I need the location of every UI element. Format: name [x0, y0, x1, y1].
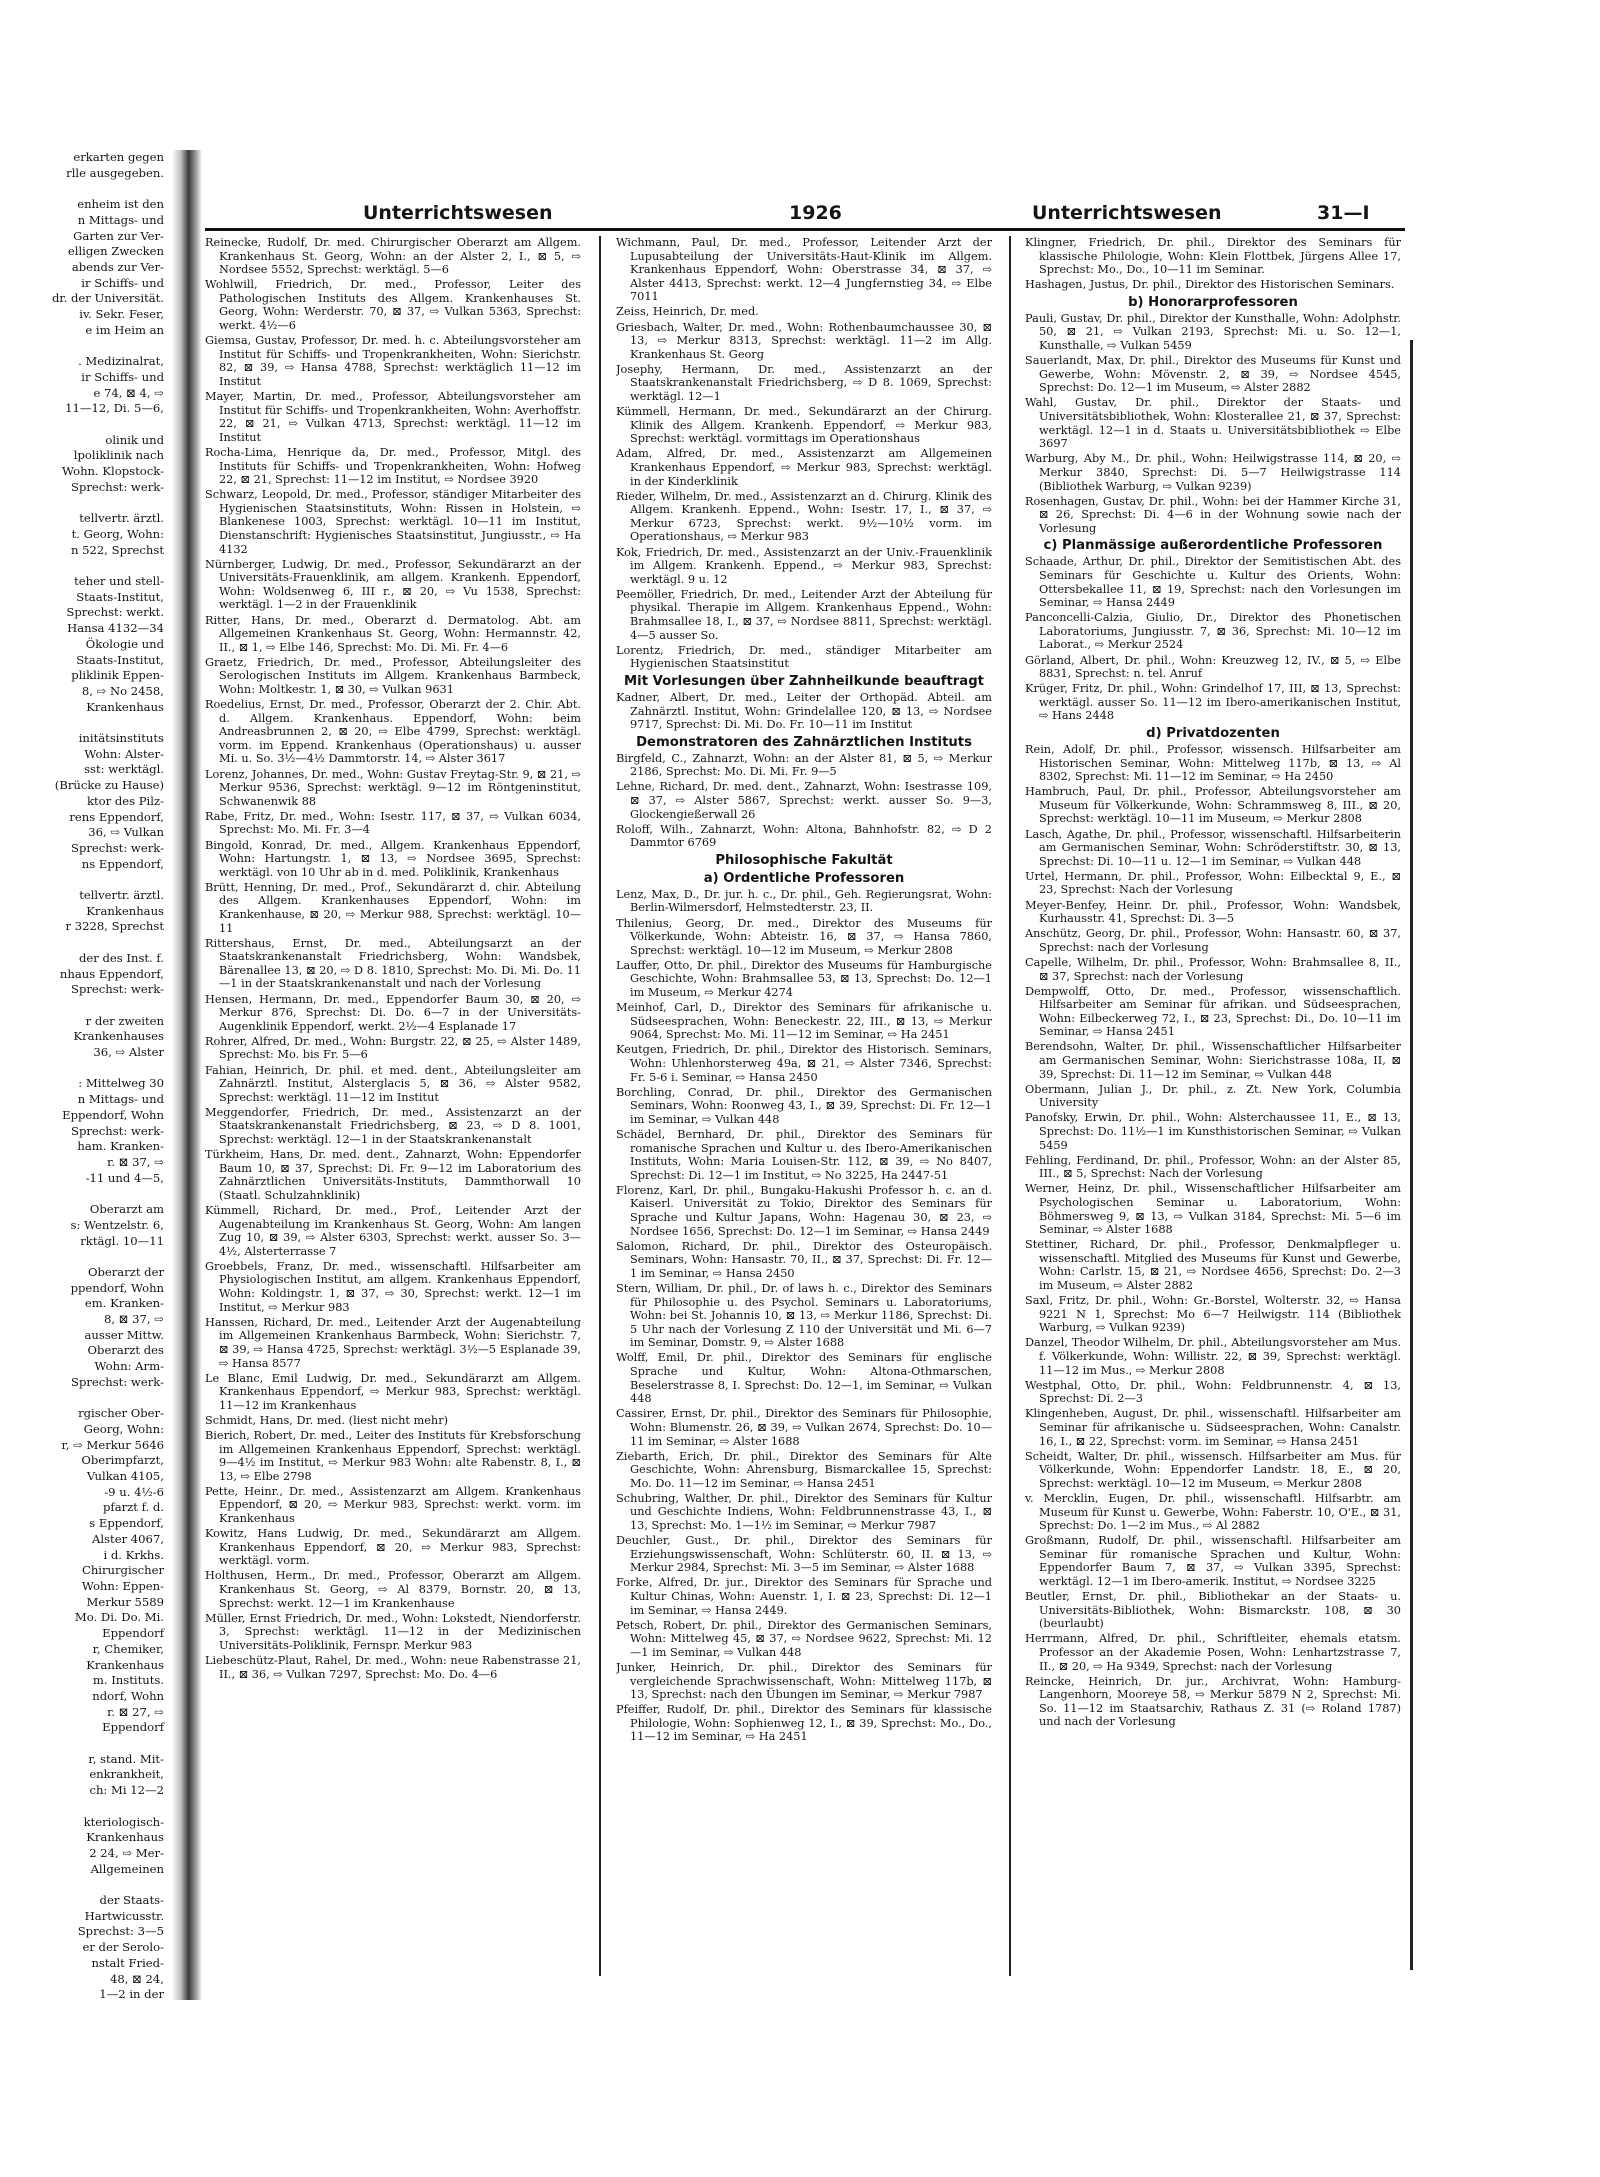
directory-entry: Adam, Alfred, Dr. med., Assistenzarzt am Allgemeinen Krankenhaus Eppendorf, ⇨ Merkur 983, Sprechst: werktägl. in der Kinderklinik [616, 447, 992, 488]
fragment-line: e 74, ⊠ 4, ⇨ [93, 385, 164, 400]
fragment-line: iv. Sekr. Feser, [79, 307, 164, 322]
header-rule [205, 228, 1405, 231]
fragment-line: Hansa 4132—34 [67, 621, 164, 636]
fragment-line: pliklinik Eppen- [71, 668, 164, 683]
fragment-line: Staats-Institut, [76, 652, 164, 667]
directory-entry: Florenz, Karl, Dr. phil., Bungaku-Hakushi Professor h. c. an d. Kaiserl. Universität zu Tokio, Direktor des Seminars für Sprache und Kultur Japans, Wohn: Hagenau 30, ⊠ 23, ⇨ Nordsee 1656, Sprechst: Do. 12—1 im Seminar, ⇨ Hansa 2449 [616, 1183, 992, 1238]
fragment-line: der des Inst. f. [78, 950, 164, 965]
fragment-line: Krankenhaus [86, 1657, 164, 1672]
fragment-line [0, 1877, 170, 1893]
fragment-line [0, 1799, 170, 1815]
directory-entry: Ziebarth, Erich, Dr. phil., Direktor des Seminars für Alte Geschichte, Wohn: Ahrensburg, Bismarckallee 15, Sprechst: Mo. Do. 11—12 im Seminar, ⇨ Hansa 2451 [616, 1449, 992, 1490]
fragment-line: Krankenhauses [73, 1029, 164, 1044]
directory-entry: Junker, Heinrich, Dr. phil., Direktor des Seminars für vergleichende Sprachwissenschaft, Wohn: Mittelweg 117b, ⊠ 13, Sprechst: nach den Übungen im Seminar, ⇨ Merkur 7987 [616, 1661, 992, 1702]
section-heading: a) Ordentliche Professoren [703, 870, 905, 886]
fragment-line: Krankenhaus [86, 699, 164, 714]
fragment-line: r, Chemiker, [92, 1641, 164, 1656]
fragment-line: Sprechst: werk- [71, 479, 164, 494]
directory-entry: Graetz, Friedrich, Dr. med., Professor, Abteilungsleiter des Serologischen Instituts im Allgem. Krankenhaus Barmbeck, Wohn: Moltkestr. 1, ⊠ 30, ⇨ Vulkan 9631 [205, 655, 581, 696]
directory-entry: Deuchler, Gust., Dr. phil., Direktor des Seminars für Erziehungswissenschaft, Wohn: Schlüterstr. 60, II. ⊠ 13, ⇨ Merkur 2984, Sprechst: Mi. 3—5 im Seminar, ⇨ Alster 1688 [616, 1534, 992, 1575]
fragment-line: nstalt Fried- [91, 1955, 164, 1970]
directory-entry: Hanssen, Richard, Dr. med., Leitender Arzt der Augenabteilung im Allgemeinen Krankenhaus Barmbeck, Wohn: Sierichstr. 7, ⊠ 39, ⇨ Hansa 4725, Sprechst: werktägl. 3½—5 Esplanade 39, ⇨ Hansa 8577 [205, 1315, 581, 1370]
fragment-line: Oberarzt der [87, 1264, 164, 1279]
directory-entry: Liebeschütz-Plaut, Rahel, Dr. med., Wohn: neue Rabenstrasse 21, II., ⊠ 36, ⇨ Vulkan 7297, Sprechst: Mo. Do. 4—6 [205, 1653, 581, 1681]
fragment-line: ndorf, Wohn [92, 1688, 164, 1703]
directory-entry: Panconcelli-Calzia, Giulio, Dr., Direktor des Phonetischen Laboratoriums, Jungiusstr. 7, ⊠ 36, Sprechst: Mi. 10—12 im Laborat., ⇨ Merkur 2524 [1025, 611, 1401, 652]
directory-entry: Wohlwill, Friedrich, Dr. med., Professor, Leiter des Pathologischen Instituts des Allgem. Krankenhauses St. Georg, Wohn: Werderstr. 70, ⊠ 37, ⇨ Vulkan 5363, Sprechst: werkt. 4½—6 [205, 278, 581, 333]
directory-entry: Scheidt, Walter, Dr. phil., wissensch. Hilfsarbeiter am Mus. für Völkerkunde, Wohn: Eppendorfer Landstr. 18, E., ⊠ 20, Sprechst: werktägl. 10—12 im Museum, ⇨ Merkur 2808 [1025, 1449, 1401, 1490]
fragment-line: teher und stell- [74, 573, 164, 588]
fragment-line: Sprechst: werk- [71, 1374, 164, 1389]
fragment-line [0, 998, 170, 1014]
fragment-line: rktägl. 10—11 [80, 1233, 164, 1248]
directory-page [205, 200, 1405, 2050]
directory-entry: Meyer-Benfey, Heinr. Dr. phil., Professor, Wohn: Wandsbek, Kurhausstr. 41, Sprechst: Di. 3—5 [1025, 898, 1401, 926]
directory-entry: Beutler, Ernst, Dr. phil., Bibliothekar an der Staats- u. Universitäts-Bibliothek, Wohn: Bismarckstr. 108, ⊠ 30 (beurlaubt) [1025, 1590, 1401, 1631]
column-3 [1025, 236, 1401, 2016]
fragment-line: der Staats- [99, 1893, 164, 1908]
fragment-line: Eppendorf, Wohn [62, 1107, 164, 1122]
directory-entry: Hashagen, Justus, Dr. phil., Direktor des Historischen Seminars. [1025, 278, 1395, 292]
fragment-line: -11 und 4—5, [85, 1170, 164, 1185]
fragment-line: t. Georg, Wohn: [71, 526, 164, 541]
fragment-line [0, 1391, 170, 1407]
directory-entry: Kümmell, Hermann, Dr. med., Sekundärarzt an der Chirurg. Klinik des Allgem. Krankenh. Eppendorf, ⇨ Merkur 983, Sprechst: werktägl. vormittags im Operationshaus [616, 405, 992, 446]
fragment-line: s Eppendorf, [89, 1516, 164, 1531]
fragment-line: (Brücke zu Hause) [54, 778, 164, 793]
directory-entry: Görland, Albert, Dr. phil., Wohn: Kreuzweg 12, IV., ⊠ 5, ⇨ Elbe 8831, Sprechst: n. tel. Anruf [1025, 653, 1401, 681]
directory-entry: Reincke, Heinrich, Dr. jur., Archivrat, Wohn: Hamburg-Langenhorn, Mooreye 58, ⇨ Merkur 5879 N 2, Sprechst: Mi. So. 11—12 im Staatsarchiv, Rathaus Z. 31 (⇨ Roland 1787) und nach der Vorlesung [1025, 1674, 1401, 1729]
directory-entry: Klingenheben, August, Dr. phil., wissenschaftl. Hilfsarbeiter am Seminar für afrikanische u. Südseesprachen, Wohn: Canalstr. 16, I., ⊠ 22, Sprechst: vorm. im Seminar, ⇨ Hansa 2451 [1025, 1407, 1401, 1448]
directory-entry: Warburg, Aby M., Dr. phil., Wohn: Heilwigstrasse 114, ⊠ 20, ⇨ Merkur 3840, Sprechst: Di. 5—7 Heilwigstrasse 114 (Bibliothek Warburg, ⇨ Vulkan 9239) [1025, 452, 1401, 493]
column-2 [616, 236, 992, 2016]
fragment-line: r 3228, Sprechst [65, 919, 164, 934]
fragment-line: 8, ⊠ 37, ⇨ [104, 1312, 164, 1327]
fragment-line: tellvertr. ärztl. [79, 888, 164, 903]
fragment-line: enheim ist den [77, 197, 164, 212]
fragment-line: Georg, Wohn: [83, 1421, 164, 1436]
fragment-line: rlle ausgegeben. [66, 165, 164, 180]
fragment-line: i d. Krkhs. [103, 1547, 164, 1562]
directory-entry: Panofsky, Erwin, Dr. phil., Wohn: Alsterchaussee 11, E., ⊠ 13, Sprechst: Do. 11½—1 im Kunsthistorischen Seminar, ⇨ Vulkan 5459 [1025, 1111, 1401, 1152]
fragment-line: ausser Mittw. [84, 1327, 164, 1342]
directory-entry: Groebbels, Franz, Dr. med., wissenschaftl. Hilfsarbeiter am Physiologischen Institut, am allgem. Krankenhaus Eppendorf, Wohn: Koldingstr. 1, ⊠ 37, ⇨ 30, Sprechst: werkt. 12—1 im Institut, ⇨ Merkur 983 [205, 1259, 581, 1314]
directory-entry: Lauffer, Otto, Dr. phil., Direktor des Museums für Hamburgische Geschichte, Wohn: Brahmsallee 53, ⊠ 13, Sprechst: Do. 12—1 im Museum, ⇨ Merkur 4274 [616, 958, 992, 999]
fragment-line: Hartwicusstr. [84, 1908, 164, 1923]
directory-entry: Hensen, Hermann, Dr. med., Eppendorfer Baum 30, ⊠ 20, ⇨ Merkur 876, Sprechst: Di. Do. 6—7 in der Universitäts-Augenklinik Eppendorf, werkt. 2½—4 Esplanade 17 [205, 992, 581, 1033]
directory-entry: Berendsohn, Walter, Dr. phil., Wissenschaftlicher Hilfsarbeiter am Germanischen Seminar, Wohn: Sierichstrasse 108a, II, ⊠ 39, Sprechst: Di. 11—12 im Seminar, ⇨ Vulkan 448 [1025, 1040, 1401, 1081]
directory-entry: Hambruch, Paul, Dr. phil., Professor, Abteilungsvorsteher am Museum für Völkerkunde, Wohn: Schrammsweg 8, III., ⊠ 20, Sprechst: werktägl. 10—11 im Museum, ⇨ Merkur 2808 [1025, 785, 1401, 826]
fragment-line: abends zur Ver- [71, 259, 164, 274]
fragment-line: sst: werktägl. [84, 762, 164, 777]
directory-entry: Sauerlandt, Max, Dr. phil., Direktor des Museums für Kunst und Gewerbe, Wohn: Mövenstr. 2, ⊠ 39, ⇨ Nordsee 4545, Sprechst: Do. 12—1 im Museum, ⇨ Alster 2882 [1025, 354, 1401, 395]
fragment-line: Sprechst: 3—5 [77, 1924, 164, 1939]
fragment-line: Wohn: Arm- [94, 1359, 164, 1374]
directory-entry: Rieder, Wilhelm, Dr. med., Assistenzarzt an d. Chirurg. Klinik des Allgem. Krankenh. Eppend., Wohn: Isestr. 17, I., ⊠ 37, ⇨ Merkur 6723, Sprechst: werkt. 9½—10½ vorm. im Operationshaus, ⇨ Merkur 983 [616, 489, 992, 544]
directory-entry: Capelle, Wilhelm, Dr. phil., Professor, Wohn: Brahmsallee 8, II., ⊠ 37, Sprechst: nach der Vorlesung [1025, 955, 1401, 983]
fragment-line [0, 935, 170, 951]
fragment-line [0, 558, 170, 574]
fragment-line: Oberarzt am [89, 1202, 164, 1217]
fragment-line: r, ⇨ Merkur 5646 [61, 1437, 164, 1452]
directory-entry: Wolff, Emil, Dr. phil., Direktor des Seminars für englische Sprache und Kultur, Wohn: Altona-Othmarschen, Beselerstrasse 8, I. Sprechst: Do. 12—1, im Seminar, ⇨ Vulkan 448 [616, 1351, 992, 1406]
fragment-line: : Mittelweg 30 [78, 1076, 164, 1091]
directory-entry: Schaade, Arthur, Dr. phil., Direktor der Semitistischen Abt. des Seminars für Geschichte u. Kultur des Orients, Wohn: Ottersbekallee 11, ⊠ 19, Sprechst: nach den Vorlesungen im Seminar, ⇨ Hansa 2449 [1025, 555, 1401, 610]
fragment-line: Sprechst: werk- [71, 840, 164, 855]
directory-entry: Rohrer, Alfred, Dr. med., Wohn: Burgstr. 22, ⊠ 25, ⇨ Alster 1489, Sprechst: Mo. bis Fr. 5—6 [205, 1034, 581, 1062]
fragment-line: pfarzt f. d. [103, 1500, 164, 1515]
directory-entry: Mayer, Martin, Dr. med., Professor, Abteilungsvorsteher am Institut für Schiffs- und Tropenkrankheiten, Wohn: Averhoffstr. 22, ⊠ 21, ⇨ Vulkan 4713, Sprechst: werktägl. 11—12 im Institut [205, 390, 581, 444]
directory-entry: Rein, Adolf, Dr. phil., Professor, wissensch. Hilfsarbeiter am Historischen Seminar, Wohn: Mittelweg 117b, ⊠ 13, ⇨ Al 8302, Sprechst: Mi. 11—12 im Seminar, ⇨ Ha 2450 [1025, 743, 1401, 784]
directory-entry: Rabe, Fritz, Dr. med., Wohn: Isestr. 117, ⊠ 37, ⇨ Vulkan 6034, Sprechst: Mo. Mi. Fr. 3—4 [205, 809, 581, 837]
fragment-line: rens Eppendorf, [69, 809, 164, 824]
fragment-line [0, 715, 170, 731]
directory-entry: Schubring, Walther, Dr. phil., Direktor des Seminars für Kultur und Geschichte Indiens, Wohn: Feldbrunnenstrasse 43, I., ⊠ 13, Sprechst: Mo. 1—1½ im Seminar, ⇨ Merkur 7987 [616, 1491, 992, 1533]
fragment-line: initätsinstituts [78, 731, 164, 746]
directory-entry: Salomon, Richard, Dr. phil., Direktor des Osteuropäisch. Seminars, Wohn: Hansastr. 70, II., ⊠ 37, Sprechst: Di. Fr. 12—1 im Seminar, ⇨ Hansa 2450 [616, 1239, 992, 1280]
fragment-line: Sprechst: werk- [71, 1123, 164, 1138]
fragment-line: Garten zur Ver- [73, 228, 164, 243]
section-heading: b) Honorarprofessoren [1128, 294, 1298, 310]
fragment-line: n 522, Sprechst [71, 542, 164, 557]
fragment-line: lpoliklinik nach [73, 448, 164, 463]
page-edge [1410, 340, 1431, 1970]
fragment-line: Mo. Di. Do. Mi. [74, 1610, 164, 1625]
fragment-line: 36, ⇨ Vulkan [88, 825, 164, 840]
fragment-line: em. Kranken- [84, 1296, 164, 1311]
fragment-line: Alster 4067, [92, 1531, 164, 1546]
directory-entry: Westphal, Otto, Dr. phil., Wohn: Feldbrunnenstr. 4, ⊠ 13, Sprechst: Di. 2—3 [1025, 1378, 1401, 1406]
fragment-line: elligen Zwecken [67, 244, 164, 259]
fragment-line: Wohn: Eppen- [81, 1578, 164, 1593]
fragment-line: 11—12, Di. 5—6, [65, 401, 164, 416]
directory-entry: Le Blanc, Emil Ludwig, Dr. med., Sekundärarzt am Allgem. Krankenhaus Eppendorf, ⇨ Merkur 983, Sprechst: werktägl. 11—12 im Krankenhaus [205, 1371, 581, 1412]
fragment-line: kteriologisch- [83, 1814, 164, 1829]
fragment-line [0, 1186, 170, 1202]
fragment-line: ir Schiffs- und [81, 369, 164, 384]
running-title-right: Unterrichtswesen [1032, 202, 1222, 224]
directory-entry: Großmann, Rudolf, Dr. phil., wissenschaftl. Hilfsarbeiter am Seminar für romanische Sprachen und Kultur, Wohn: Eppendorfer Baum 7, ⊠ 37, ⇨ Vulkan 3395, Sprechst: werktägl. 12—1 im Ibero-amerik. Institut, ⇨ Nordsee 3225 [1025, 1534, 1401, 1589]
directory-entry: v. Mercklin, Eugen, Dr. phil., wissenschaftl. Hilfsarbtr. am Museum für Kunst u. Gewerbe, Wohn: Faberstr. 10, O'E., ⊠ 31, Sprechst: Do. 1—2 im Mus., ⇨ Al 2882 [1025, 1491, 1401, 1533]
fragment-line: 48, ⊠ 24, [110, 1971, 164, 1986]
fragment-line: olinik und [105, 432, 164, 447]
fragment-line: Vulkan 4105, [86, 1469, 164, 1484]
fragment-line: Chirurgischer [81, 1563, 164, 1578]
fragment-line: Oberarzt des [87, 1343, 164, 1358]
directory-entry: Pauli, Gustav, Dr. phil., Direktor der Kunsthalle, Wohn: Adolphstr. 50, ⊠ 21, ⇨ Vulkan 2193, Sprechst: Mi. u. So. 12—1, Kunsthalle, ⇨ Vulkan 5459 [1025, 311, 1401, 353]
directory-entry: Kowitz, Hans Ludwig, Dr. med., Sekundärarzt am Allgem. Krankenhaus Eppendorf, ⊠ 20, ⇨ Merkur 983, Sprechst: werktägl. vorm. [205, 1527, 581, 1568]
section-heading: Mit Vorlesungen über Zahnheilkunde beauftragt [624, 673, 984, 689]
directory-entry: Rittershaus, Ernst, Dr. med., Abteilungsarzt an der Staatskrankenanstalt Friedrichsberg, Wohn: Wandsbek, Bärenallee 13, ⊠ 20, ⇨ D 8. 1810, Sprechst: Mo. Di. Mi. Do. 11—1 in der Staatskrankenanstalt und nach der Vorlesung [205, 936, 581, 991]
directory-entry: Stern, William, Dr. phil., Dr. of laws h. c., Direktor des Seminars für Philosophie u. des Psychol. Seminars u. Laboratoriums, Wohn: bei St. Johannis 10, ⊠ 13, ⇨ Merkur 1186, Sprechst: Di. 5 Uhr nach der Vorlesung Z 110 der Universität und Mi. 6—7 im Seminar, Domstr. 9, ⇨ Alster 1688 [616, 1281, 992, 1350]
fragment-line: 36, ⇨ Alster [93, 1045, 164, 1060]
fragment-line: Eppendorf [102, 1626, 164, 1641]
fragment-line: n Mittags- und [77, 212, 164, 227]
running-title-left: Unterrichtswesen [363, 202, 553, 224]
directory-entry: Klingner, Friedrich, Dr. phil., Direktor des Seminars für klassische Philologie, Wohn: Klein Flottbek, Jürgens Allee 17, Sprechst: Mo., Do., 10—11 im Seminar. [1025, 236, 1401, 277]
directory-entry: Kok, Friedrich, Dr. med., Assistenzarzt an der Univ.-Frauenklinik im Allgem. Krankenh. Eppend., ⇨ Merkur 983, Sprechst: werktägl. 9 u. 12 [616, 545, 992, 586]
fragment-line: 8, ⇨ No 2458, [81, 683, 164, 698]
directory-entry: Herrmann, Alfred, Dr. phil., Schriftleiter, ehemals etatsm. Professor an der Akademie Posen, Wohn: Lenhartzstrasse 7, II., ⊠ 20, ⇨ Ha 9349, Sprechst: nach der Vorlesung [1025, 1632, 1401, 1673]
directory-entry: Reinecke, Rudolf, Dr. med. Chirurgischer Oberarzt am Allgem. Krankenhaus St. Georg, Wohn: an der Alster 2, I., ⊠ 5, ⇨ Nordsee 5552, Sprechst: werktägl. 5—6 [205, 236, 581, 277]
directory-entry: Meinhof, Carl, D., Direktor des Seminars für afrikanische u. Südseesprachen, Wohn: Beneckestr. 22, III., ⊠ 13, ⇨ Merkur 9064, Sprechst: Mo. Mi. 11—12 im Seminar, ⇨ Ha 2451 [616, 1001, 992, 1042]
fragment-line [0, 417, 170, 433]
directory-entry: Forke, Alfred, Dr. jur., Direktor des Seminars für Sprache und Kultur Chinas, Wohn: Auenstr. 1, I. ⊠ 23, Sprechst: Di. 12—1 im Seminar, ⇨ Hansa 2449. [616, 1576, 992, 1617]
directory-entry: Lenz, Max, D., Dr. jur. h. c., Dr. phil., Geh. Regierungsrat, Wohn: Berlin-Wilmersdorf, Helmstedterstr. 23, II. [616, 887, 992, 915]
directory-entry: Meggendorfer, Friedrich, Dr. med., Assistenzarzt an der Staatskrankenanstalt Friedrichsberg, ⊠ 23, ⇨ D 8. 1001, Sprechst: werktägl. 12—1 in der Staatskrankenanstalt [205, 1105, 581, 1146]
directory-entry: Fahian, Heinrich, Dr. phil. et med. dent., Abteilungsleiter am Zahnärztl. Institut, Alsterglacis 5, ⊠ 36, ⇨ Alster 9582, Sprechst: werktägl. 11—12 im Institut [205, 1063, 581, 1104]
fragment-line: n Mittags- und [77, 1092, 164, 1107]
fragment-line: Merkur 5589 [86, 1594, 164, 1609]
directory-entry: Fehling, Ferdinand, Dr. phil., Professor, Wohn: an der Alster 85, III., ⊠ 5, Sprechst: Nach der Vorlesung [1025, 1153, 1401, 1181]
book-binding-gutter [172, 150, 202, 2000]
fragment-line: r der zweiten [85, 1013, 164, 1028]
fragment-line [0, 872, 170, 888]
directory-entry: Lorentz, Friedrich, Dr. med., ständiger Mitarbeiter am Hygienischen Staatsinstitut [616, 643, 992, 671]
directory-entry: Pette, Heinr., Dr. med., Assistenzarzt am Allgem. Krankenhaus Eppendorf, ⊠ 20, ⇨ Merkur 983, Sprechst: werkt. vorm. im Krankenhaus [205, 1484, 581, 1526]
directory-entry: Ritter, Hans, Dr. med., Oberarzt d. Dermatolog. Abt. am Allgemeinen Krankenhaus St. Georg, Wohn: Hermannstr. 42, II., ⊠ 1, ⇨ Elbe 146, Sprechst: Mo. Di. Mi. Fr. 4—6 [205, 613, 581, 654]
directory-entry: Wichmann, Paul, Dr. med., Professor, Leitender Arzt der Lupusabteilung der Universitäts-Haut-Klinik im Allgem. Krankenhaus Eppendorf, Wohn: Oberstrasse 34, ⊠ 37, ⇨ Alster 4413, Sprechst: werkt. 12—4 Jungfernstieg 34, ⇨ Elbe 7011 [616, 236, 992, 304]
fragment-line: . Medizinalrat, [78, 354, 164, 369]
directory-entry: Peemöller, Friedrich, Dr. med., Leitender Arzt der Abteilung für physikal. Therapie im Allgem. Krankenhaus Eppend., Wohn: Brahmsallee 18, I., ⊠ 37, ⇨ Nordsee 8811, Sprechst: werktägl. 4—5 ausser So. [616, 587, 992, 642]
directory-entry: Lasch, Agathe, Dr. phil., Professor, wissenschaftl. Hilfsarbeiterin am Germanischen Seminar, Wohn: Schröderstiftstr. 30, ⊠ 13, Sprechst: Di. 10—11 u. 12—1 im Seminar, ⇨ Vulkan 448 [1025, 827, 1401, 868]
directory-entry: Lorenz, Johannes, Dr. med., Wohn: Gustav Freytag-Str. 9, ⊠ 21, ⇨ Merkur 9536, Sprechst: werktägl. 9—12 im Röntgeninstitut, Schwanenwik 88 [205, 767, 581, 808]
fragment-line: Wohn: Alster- [84, 746, 164, 761]
directory-entry: Keutgen, Friedrich, Dr. phil., Direktor des Historisch. Seminars, Wohn: Uhlenhorsterweg 49a, ⊠ 21, ⇨ Alster 7346, Sprechst: Fr. 5-6 i. Seminar, ⇨ Hansa 2450 [616, 1043, 992, 1084]
fragment-line: dr. der Universität. [51, 291, 164, 306]
fragment-line: ktor des Pilz- [86, 793, 164, 808]
column-1 [205, 236, 581, 2016]
fragment-line [0, 1736, 170, 1752]
fragment-line: Sprechst: werk- [71, 982, 164, 997]
section-heading: Philosophische Fakultät [715, 852, 893, 868]
directory-entry: Schwarz, Leopold, Dr. med., Professor, ständiger Mitarbeiter des Hygienischen Staatsinstituts, Wohn: Rissen in Holstein, ⇨ Blankenese 1003, Sprechst: werktägl. 10—11 im Institut, Dienstanschrift: Hygienisches Staatsinstitut, Jungiusstr., ⇨ Ha 4132 [205, 488, 581, 556]
directory-entry: Zeiss, Heinrich, Dr. med. [616, 305, 759, 319]
directory-entry: Petsch, Robert, Dr. phil., Direktor des Germanischen Seminars, Wohn: Mittelweg 45, ⊠ 37, ⇨ Nordsee 9622, Sprechst: Mi. 12—1 im Seminar, ⇨ Vulkan 448 [616, 1618, 992, 1659]
directory-entry: Krüger, Fritz, Dr. phil., Wohn: Grindelhof 17, III, ⊠ 13, Sprechst: werktägl. ausser So. 11—12 im Ibero-amerikanischen Institut, ⇨ Hans 2448 [1025, 682, 1401, 723]
facing-page-fragment [0, 150, 170, 2000]
fragment-line: Oberimpfarzt, [81, 1453, 164, 1468]
directory-entry: Brütt, Henning, Dr. med., Prof., Sekundärarzt d. chir. Abteilung des Allgem. Krankenhauses Eppendorf, Wohn: im Krankenhause, ⊠ 20, ⇨ Merkur 988, Sprechst: werktägl. 10—11 [205, 880, 581, 935]
fragment-line: ir Schiffs- und [81, 275, 164, 290]
directory-entry: Stettiner, Richard, Dr. phil., Professor, Denkmalpfleger u. wissenschaftl. Mitglied des Museums für Kunst und Gewerbe, Wohn: Carlstr. 15, ⊠ 21, ⇨ Nordsee 4656, Sprechst: Do. 2—3 im Museum, ⇨ Alster 2882 [1025, 1238, 1401, 1293]
fragment-line [0, 1249, 170, 1265]
fragment-line: ns Eppendorf, [81, 856, 164, 871]
fragment-line: Wohn. Klopstock- [61, 464, 164, 479]
fragment-line: r, stand. Mit- [88, 1751, 164, 1766]
directory-entry: Thilenius, Georg, Dr. med., Direktor des Museums für Völkerkunde, Wohn: Abteistr. 16, ⊠ 37, ⇨ Hansa 7860, Sprechst: werktägl. 10—12 im Museum, ⇨ Merkur 2808 [616, 916, 992, 957]
directory-entry: Bingold, Konrad, Dr. med., Allgem. Krankenhaus Eppendorf, Wohn: Hartungstr. 1, ⊠ 13, ⇨ Nordsee 3695, Sprechst: werktägl. von 10 Uhr ab in d. med. Poliklinik, Krankenhaus [205, 838, 581, 879]
directory-entry: Lehne, Richard, Dr. med. dent., Zahnarzt, Wohn: Isestrasse 109, ⊠ 37, ⇨ Alster 5867, Sprechst: werkt. ausser So. 9—3, Glockengießerwall 26 [616, 780, 992, 821]
fragment-line: Ökologie und [85, 636, 164, 651]
directory-entry: Roedelius, Ernst, Dr. med., Professor, Oberarzt der 2. Chir. Abt. d. Allgem. Krankenhaus. Eppendorf, Wohn: beim Andreasbrunnen 2, ⊠ 20, ⇨ Elbe 4799, Sprechst: werktägl. vorm. im Eppend. Krankenhaus (Operationshaus) u. ausser Mi. u. So. 3½—4½ Dammtorstr. 14, ⇨ Alster 3617 [205, 698, 581, 766]
page-year: 1926 [789, 202, 842, 224]
directory-entry: Bierich, Robert, Dr. med., Leiter des Instituts für Krebsforschung im Allgemeinen Krankenhaus Eppendorf, Sprechst: werktägl. 9—4½ im Institut, ⇨ Merkur 983 Wohn: alte Rabenstr. 8, I., ⊠ 13, ⇨ Elbe 2798 [205, 1428, 581, 1483]
directory-entry: Griesbach, Walter, Dr. med., Wohn: Rothenbaumchaussee 30, ⊠ 13, ⇨ Merkur 8313, Sprechst: werktägl. 11—2 im Allg. Krankenhaus St. Georg [616, 320, 992, 361]
directory-entry: Dempwolff, Otto, Dr. med., Professor, wissenschaftlich. Hilfsarbeiter am Seminar für afrikan. und Südseesprachen, Wohn: Eilbeckerweg 72, I., ⊠ 23, Sprechst: Di., Do. 10—11 im Seminar, ⇨ Hansa 2451 [1025, 984, 1401, 1039]
fragment-line [0, 181, 170, 197]
directory-entry: Borchling, Conrad, Dr. phil., Direktor des Germanischen Seminars, Wohn: Roonweg 43, I., ⊠ 39, Sprechst: Di. Fr. 12—1 im Seminar, ⇨ Vulkan 448 [616, 1085, 992, 1126]
fragment-line: ppendorf, Wohn [70, 1280, 164, 1295]
fragment-line: -9 u. 4½-6 [104, 1484, 164, 1499]
fragment-line: er der Serolo- [82, 1940, 164, 1955]
fragment-line: r. ⊠ 27, ⇨ [107, 1704, 164, 1719]
section-heading: d) Privatdozenten [1146, 726, 1280, 741]
directory-entry: Schädel, Bernhard, Dr. phil., Direktor des Seminars für romanische Sprachen und Kultur u. des Ibero-Amerikanischen Instituts, Wohn: Maria Louisen-Str. 112, ⊠ 39, ⇨ No 8407, Sprechst: Di. 12—1 im Institut, ⇨ No 3225, Ha 2447-51 [616, 1127, 992, 1182]
fragment-line: Krankenhaus [86, 1830, 164, 1845]
section-heading: c) Planmässige außerordentliche Professoren [1043, 538, 1383, 554]
directory-entry: Müller, Ernst Friedrich, Dr. med., Wohn: Lokstedt, Niendorferstr. 3, Sprechst: werktägl. 11—12 in der Medizinischen Universitäts-Poliklinik, Fernspr. Merkur 983 [205, 1611, 581, 1652]
section-heading: Demonstratoren des Zahnärztlichen Instituts [636, 734, 972, 750]
fragment-line: erkarten gegen [73, 150, 164, 164]
fragment-line: Eppendorf [102, 1720, 164, 1735]
fragment-line: tellvertr. ärztl. [79, 511, 164, 526]
directory-entry: Werner, Heinz, Dr. phil., Wissenschaftlicher Hilfsarbeiter am Psychologischen Seminar u. Laboratorium, Wohn: Böhmersweg 9, ⊠ 13, ⇨ Vulkan 3184, Sprechst: Mi. 5—6 im Seminar, ⇨ Alster 1688 [1025, 1182, 1401, 1237]
directory-entry: Urtel, Hermann, Dr. phil., Professor, Wohn: Eilbecktal 9, E., ⊠ 23, Sprechst: Nach der Vorlesung [1025, 869, 1401, 897]
directory-entry: Roloff, Wilh., Zahnarzt, Wohn: Altona, Bahnhofstr. 82, ⇨ D 2 Dammtor 6769 [616, 822, 992, 850]
directory-entry: Anschütz, Georg, Dr. phil., Professor, Wohn: Hansastr. 60, ⊠ 37, Sprechst: nach der Vorlesung [1025, 927, 1401, 954]
fragment-line: m. Instituts. [92, 1673, 164, 1688]
fragment-line [0, 1061, 170, 1077]
fragment-line: Allgemeinen [90, 1861, 164, 1876]
fragment-line: ham. Kranken- [77, 1139, 164, 1154]
directory-columns [205, 236, 1405, 2016]
directory-entry: Birgfeld, C., Zahnarzt, Wohn: an der Alster 81, ⊠ 5, ⇨ Merkur 2186, Sprechst: Mo. Di. Mi. Fr. 9—5 [616, 751, 992, 779]
directory-entry: Rocha-Lima, Henrique da, Dr. med., Professor, Mitgl. des Instituts für Schiffs- und Tropenkrankheiten, Wohn: Hofweg 22, ⊠ 21, Sprechst: 11—12 im Institut, ⇨ Nordsee 3920 [205, 445, 581, 487]
fragment-line: Krankenhaus [86, 903, 164, 918]
fragment-line: 2 24, ⇨ Mer- [89, 1845, 164, 1860]
fragment-line: Sprechst: werkt. [66, 605, 164, 620]
fragment-line: s: Wentzelstr. 6, [70, 1217, 164, 1232]
fragment-line: 1—2 in der [99, 1987, 164, 2000]
directory-entry: Kümmell, Richard, Dr. med., Prof., Leitender Arzt der Augenabteilung im Krankenhaus St. Georg, Wohn: Am langen Zug 10, ⊠ 39, ⇨ Alster 6303, Sprechst: werkt. ausser So. 3—4½, Alsterterrasse 7 [205, 1203, 581, 1258]
fragment-line: enkrankheit, [89, 1767, 164, 1782]
page-header [205, 200, 1405, 228]
fragment-line: rgischer Ober- [78, 1406, 164, 1421]
directory-entry: Cassirer, Ernst, Dr. phil., Direktor des Seminars für Philosophie, Wohn: Blumenstr. 26, ⊠ 39, ⇨ Vulkan 2674, Sprechst: Do. 10—11 im Seminar, ⇨ Alster 1688 [616, 1407, 992, 1448]
directory-entry: Holthusen, Herm., Dr. med., Professor, Oberarzt am Allgem. Krankenhaus St. Georg, ⇨ Al 8379, Bornstr. 20, ⊠ 13, Sprechst: werkt. 12—1 im Krankenhause [205, 1569, 581, 1610]
directory-entry: Schmidt, Hans, Dr. med. (liest nicht mehr) [205, 1413, 449, 1427]
fragment-line: r. ⊠ 37, ⇨ [107, 1155, 164, 1169]
directory-entry: Rosenhagen, Gustav, Dr. phil., Wohn: bei der Hammer Kirche 31, ⊠ 26, Sprechst: Di. 4—6 in der Wohnung sowie nach der Vorlesung [1025, 494, 1401, 535]
fragment-line: Staats-Institut, [76, 589, 164, 604]
fragment-line: e im Heim an [85, 322, 164, 337]
page-number: 31—I [1317, 202, 1370, 224]
directory-entry: Danzel, Theodor Wilhelm, Dr. phil., Abteilungsvorsteher am Mus. f. Völkerkunde, Wohn: Willistr. 22, ⊠ 39, Sprechst: werktägl. 11—12 im Mus., ⇨ Merkur 2808 [1025, 1336, 1401, 1377]
directory-entry: Josephy, Hermann, Dr. med., Assistenzarzt an der Staatskrankenanstalt Friedrichsberg, ⇨ D 8. 1069, Sprechst: werktägl. 12—1 [616, 362, 992, 404]
directory-entry: Nürnberger, Ludwig, Dr. med., Professor, Sekundärarzt an der Universitäts-Frauenklinik, am allgem. Krankenh. Eppendorf, Wohn: Woldsenweg 6, III r., ⊠ 20, ⇨ Vu 1538, Sprechst: werktägl. 1—2 in der Frauenklinik [205, 557, 581, 612]
directory-entry: Pfeiffer, Rudolf, Dr. phil., Direktor des Seminars für klassische Philologie, Wohn: Sophienweg 12, I., ⊠ 39, Sprechst: Mo., Do., 11—12 im Seminar, ⇨ Ha 2451 [616, 1703, 992, 1744]
fragment-line: ch: Mi 12—2 [89, 1783, 164, 1798]
directory-entry: Saxl, Fritz, Dr. phil., Wohn: Gr.-Borstel, Wolterstr. 32, ⇨ Hansa 9221 N 1, Sprechst: Mo 6—7 Heilwigstr. 114 (Bibliothek Warburg, ⇨ Vulkan 9239) [1025, 1294, 1401, 1335]
fragment-line [0, 495, 170, 511]
directory-entry: Kadner, Albert, Dr. med., Leiter der Orthopäd. Abteil. am Zahnärztl. Institut, Wohn: Grindelallee 120, ⊠ 13, ⇨ Nordsee 9717, Sprechst: Di. Mi. Do. Fr. 10—11 im Institut [616, 690, 992, 732]
directory-entry: Giemsa, Gustav, Professor, Dr. med. h. c. Abteilungsvorsteher am Institut für Schiffs- und Tropenkrankheiten, Wohn: Sierichstr. 82, ⊠ 39, ⇨ Hansa 4788, Sprechst: werktäglich 11—12 im Institut [205, 334, 581, 388]
directory-entry: Wahl, Gustav, Dr. phil., Direktor der Staats- und Universitätsbibliothek, Wohn: Klosterallee 21, ⊠ 37, Sprechst: werktägl. 12—1 in d. Staats u. Universitätsbibliothek ⇨ Elbe 3697 [1025, 396, 1401, 451]
fragment-line: nhaus Eppendorf, [59, 966, 164, 981]
fragment-line [0, 338, 170, 354]
directory-entry: Türkheim, Hans, Dr. med. dent., Zahnarzt, Wohn: Eppendorfer Baum 10, ⊠ 37, Sprechst: Di. Fr. 9—12 im Laboratorium des Zahnärztlichen Universitäts-Instituts, Dammthorwall 10 (Staatl. Schulzahnklinik) [205, 1148, 581, 1202]
directory-entry: Obermann, Julian J., Dr. phil., z. Zt. New York, Columbia University [1025, 1082, 1401, 1110]
